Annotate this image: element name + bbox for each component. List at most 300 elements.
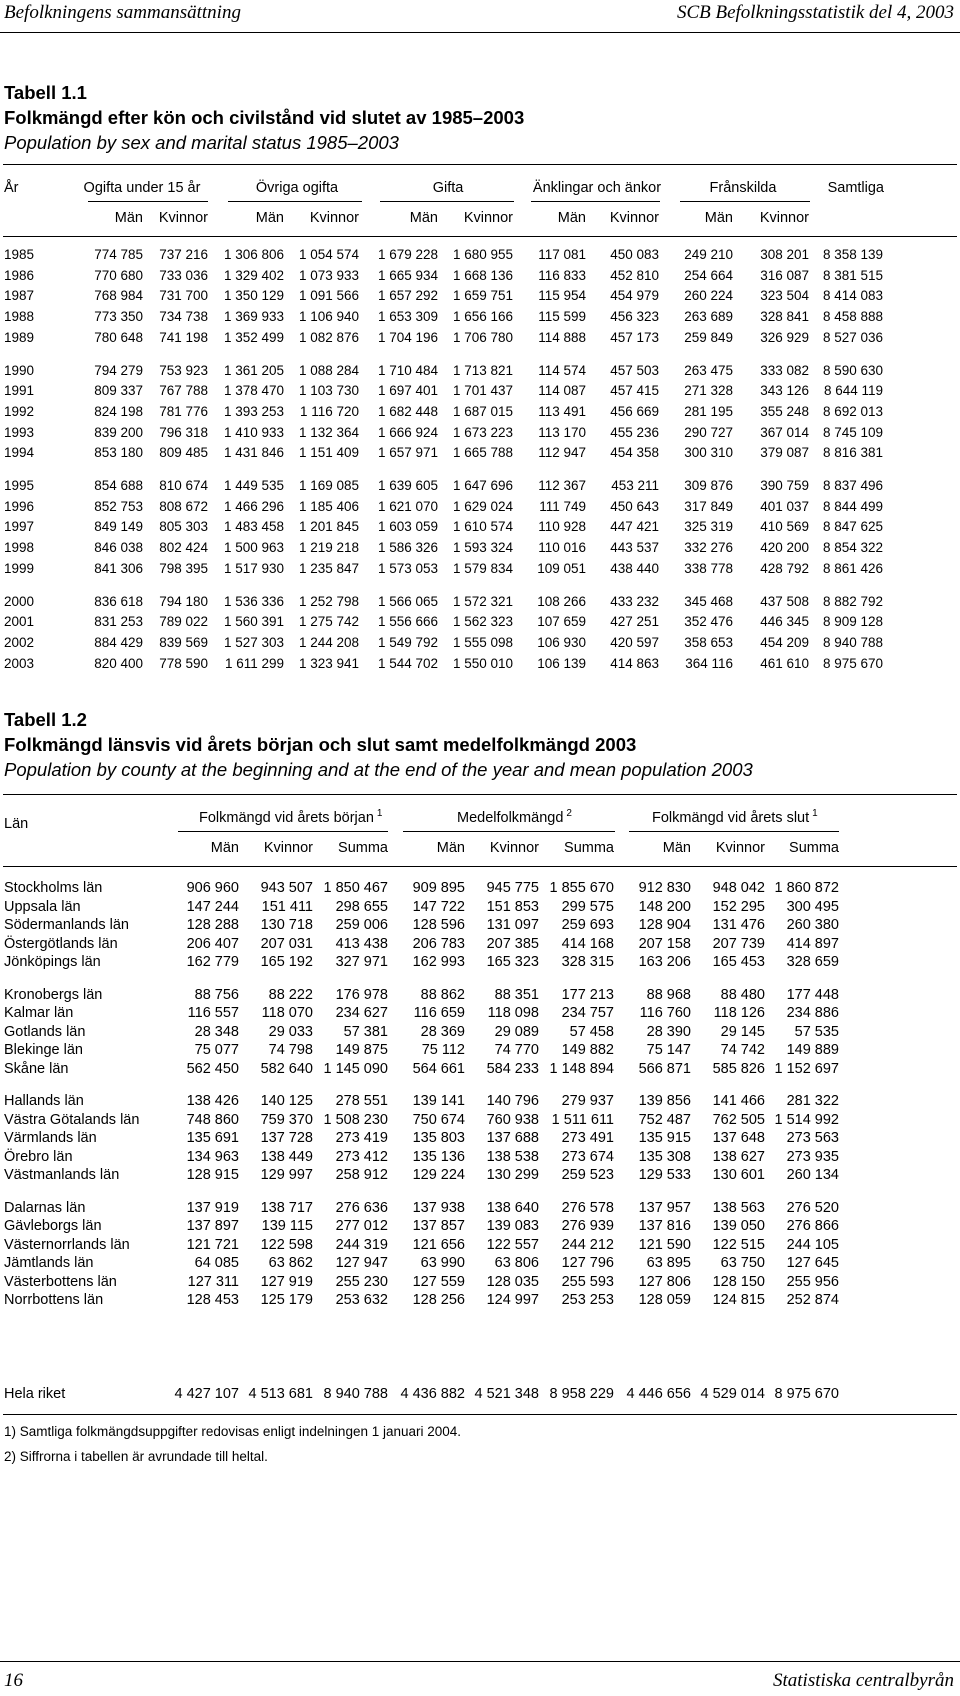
table1-cell: 8 692 013 (822, 403, 883, 419)
table2-cell: 122 515 (712, 1236, 765, 1253)
table1-cell: 1 082 876 (298, 329, 359, 345)
table2-cell: 137 728 (260, 1130, 313, 1146)
table2-cell: 88 222 (268, 986, 313, 1003)
table2-cell: 273 563 (786, 1130, 839, 1146)
table2-cell: 276 520 (786, 1199, 839, 1216)
table1-cell: 8 644 119 (823, 383, 883, 399)
table1-cell: 112 367 (538, 478, 586, 493)
table1-cell: 8 527 036 (822, 329, 883, 345)
table2-col-lan: Län (4, 816, 29, 832)
table1-group-header: Frånskilda (709, 180, 777, 196)
table2-cell: 273 935 (786, 1148, 839, 1165)
table1-cell: 1 593 324 (452, 540, 513, 556)
table2-cell: 138 426 (186, 1093, 239, 1109)
table2-cell: 130 601 (712, 1167, 765, 1183)
table1-cell: 260 224 (684, 288, 733, 304)
table1-cell: 8 847 625 (822, 519, 883, 535)
table2-cell: 28 390 (646, 1023, 691, 1040)
table1-group-header: Gifta (432, 180, 464, 196)
table1-cell: 741 198 (159, 329, 208, 345)
table2-cell: 29 089 (494, 1023, 539, 1040)
table2-cell: 945 775 (486, 880, 539, 896)
table2-cell: 130 299 (486, 1167, 539, 1183)
table2-label: Tabell 1.2 (4, 709, 87, 730)
table1-cell: 457 415 (610, 383, 659, 399)
table1-row-year: 1999 (4, 560, 35, 576)
header-left-text: Befolkningens sammansättning (4, 2, 241, 23)
table2-group-footnote-ref: 1 (812, 808, 818, 819)
table2-cell: 139 083 (486, 1218, 539, 1234)
table2-cell: 127 919 (260, 1273, 313, 1290)
table1-cell: 1 527 303 (223, 634, 284, 650)
table2-cell: 259 693 (561, 917, 614, 933)
table1-cell: 8 844 499 (822, 498, 883, 514)
table2-cell: 124 997 (486, 1292, 539, 1308)
table1-row-year: 1986 (4, 267, 35, 283)
table2-cell: 759 370 (260, 1111, 313, 1128)
table2-cell: 149 889 (786, 1042, 839, 1058)
table2-row-county: Södermanlands län (4, 917, 129, 933)
table2-cell: 122 598 (260, 1236, 313, 1253)
table1-cell: 1 639 605 (377, 478, 438, 493)
table2-cell: 128 915 (186, 1167, 239, 1183)
table2-cell: 127 559 (412, 1273, 465, 1290)
table2-group-underline (178, 831, 388, 832)
table2-cell: 125 179 (260, 1292, 313, 1308)
table1-cell: 345 468 (684, 593, 733, 609)
table1-cell: 1 103 730 (298, 383, 359, 399)
table2-total-cell: 8 940 788 (323, 1386, 388, 1402)
table1-row-year: 1985 (4, 247, 35, 262)
table1-row-year: 1987 (4, 288, 35, 304)
table2-cell: 584 233 (486, 1060, 539, 1077)
table2-cell: 128 256 (412, 1292, 465, 1308)
table2-cell: 121 656 (412, 1236, 465, 1253)
table1-cell: 1 393 253 (223, 403, 284, 419)
table1-cell: 1 466 296 (223, 498, 284, 514)
table1-cell: 110 928 (538, 519, 586, 535)
table2-cell: 752 487 (638, 1111, 691, 1128)
table2-cell: 28 348 (194, 1023, 239, 1040)
table2-cell: 64 085 (194, 1255, 239, 1271)
table1-cell: 824 198 (94, 403, 143, 419)
table1-cell: 846 038 (94, 540, 143, 556)
table1-row-year: 1995 (4, 478, 35, 493)
table2-total-cell: 4 436 882 (400, 1386, 465, 1402)
table2-cell: 276 866 (786, 1218, 839, 1234)
table2-cell: 762 505 (712, 1111, 765, 1128)
table2-cell: 135 308 (638, 1148, 691, 1165)
table1-cell: 1 352 499 (223, 329, 284, 345)
table1-cell: 773 350 (94, 309, 143, 325)
table2-total-label: Hela riket (4, 1386, 66, 1402)
table1-cell: 1 621 070 (377, 498, 438, 514)
table1-row-year: 2000 (4, 593, 35, 609)
table1-cell: 1 673 223 (452, 424, 513, 440)
footer-rule (0, 1661, 960, 1662)
table1-cell: 1 586 326 (377, 540, 438, 556)
table2-cell: 135 136 (412, 1148, 465, 1165)
table2-cell: 207 385 (486, 935, 539, 952)
header-rule (0, 32, 960, 33)
table2-cell: 748 860 (186, 1111, 239, 1128)
table2-cell: 128 288 (186, 917, 239, 933)
table2-bottom-rule (3, 1414, 957, 1415)
table1-cell: 110 016 (538, 540, 586, 556)
table2-cell: 948 042 (712, 880, 765, 896)
table1-cell: 309 876 (684, 478, 733, 493)
table1-cell: 1 517 930 (223, 560, 284, 576)
table2-cell: 162 993 (412, 954, 465, 970)
table1-cell: 1 710 484 (377, 362, 438, 378)
table1-top-rule (3, 164, 957, 165)
table1-cell: 427 251 (610, 614, 659, 630)
table1-row-year: 1996 (4, 498, 35, 514)
table1-cell: 884 429 (94, 634, 143, 650)
table2-cell: 1 152 697 (774, 1060, 839, 1077)
table1-cell: 1 536 336 (223, 593, 284, 609)
table2-row-county: Örebro län (4, 1148, 73, 1165)
table2-subheader: Män (436, 840, 465, 856)
table1-cell: 1 653 309 (377, 309, 438, 325)
table1-cell: 358 653 (684, 634, 733, 650)
table1-row-year: 1988 (4, 309, 35, 325)
table1-row-year: 2001 (4, 614, 35, 630)
table2-cell: 912 830 (638, 880, 691, 896)
table2-cell: 139 141 (412, 1093, 465, 1109)
table1-cell: 1 656 166 (452, 309, 513, 325)
table1-cell: 1 706 780 (452, 329, 513, 345)
table2-cell: 414 897 (786, 935, 839, 952)
table2-row-county: Dalarnas län (4, 1199, 86, 1216)
table1-cell: 1 201 845 (298, 519, 359, 535)
table1-cell: 8 458 888 (822, 309, 883, 325)
table2-row-county: Uppsala län (4, 898, 81, 915)
table1-cell: 263 475 (684, 362, 733, 378)
table2-cell: 300 495 (786, 898, 839, 915)
table1-cell: 8 861 426 (822, 560, 883, 576)
table2-cell: 127 947 (335, 1255, 388, 1271)
table2-group-underline (629, 831, 839, 832)
table2-cell: 276 939 (561, 1218, 614, 1234)
table1-subheader: Män (114, 210, 143, 226)
table2-row-county: Kalmar län (4, 1005, 74, 1021)
table2-cell: 328 315 (561, 954, 614, 970)
table1-cell: 1 713 821 (452, 362, 513, 378)
table2-cell: 1 860 872 (774, 880, 839, 896)
table2-row-county: Kronobergs län (4, 986, 103, 1003)
table1-cell: 778 590 (159, 655, 208, 671)
table2-group-header (652, 808, 818, 826)
table1-cell: 1 185 406 (298, 498, 359, 514)
table1-row-year: 1989 (4, 329, 35, 345)
table1-row-year: 1994 (4, 445, 35, 461)
table1-heading (4, 80, 524, 155)
table1-cell: 1 682 448 (377, 403, 438, 419)
table1-cell: 841 306 (94, 560, 143, 576)
table1-cell: 1 244 208 (298, 634, 359, 650)
table2-cell: 139 115 (261, 1218, 313, 1234)
table1-cell: 308 201 (760, 247, 809, 262)
table1-cell: 281 195 (684, 403, 733, 419)
table1-subheader: Män (255, 210, 284, 226)
table1-cell: 1 106 940 (298, 309, 359, 325)
table2-total-cell: 8 975 670 (774, 1386, 839, 1402)
table2-cell: 138 449 (260, 1148, 313, 1165)
footnote-2: 2) Siffrorna i tabellen är avrundade till heltal. (4, 1449, 268, 1464)
table2-cell: 273 491 (561, 1130, 614, 1146)
table1-cell: 254 664 (684, 267, 733, 283)
table2-subheader: Kvinnor (263, 840, 313, 856)
table2-cell: 260 380 (786, 917, 839, 933)
table1-cell: 117 081 (538, 247, 586, 262)
table2-row-county: Värmlands län (4, 1130, 97, 1146)
table1-cell: 1 701 437 (452, 383, 513, 399)
table1-cell: 1 549 792 (377, 634, 438, 650)
table1-cell: 1 560 391 (223, 614, 284, 630)
table2-group-label: Folkmängd vid årets slut (652, 809, 810, 826)
table2-row-county: Västernorrlands län (4, 1236, 130, 1253)
table1-row-year: 1998 (4, 540, 35, 556)
table2-cell: 137 857 (412, 1218, 465, 1234)
header-right-text: SCB Befolkningsstatistik del 4, 2003 (676, 2, 954, 23)
table2-cell: 130 718 (260, 917, 313, 933)
table1-cell: 820 400 (94, 655, 143, 671)
table1-cell: 456 669 (610, 403, 659, 419)
table2-cell: 134 963 (186, 1148, 239, 1165)
table1-cell: 316 087 (760, 267, 809, 283)
table2-cell: 140 796 (486, 1093, 539, 1109)
table2-cell: 562 450 (186, 1060, 239, 1077)
table2-cell: 128 150 (712, 1273, 765, 1290)
table2-cell: 138 640 (486, 1199, 539, 1216)
table1-cell: 454 358 (610, 445, 659, 461)
table2-cell: 137 648 (712, 1130, 765, 1146)
table1-cell: 1 544 702 (377, 655, 438, 671)
table2-subtitle: Population by county at the beginning and at the end of the year and mean population 2003 (4, 759, 753, 780)
table1-col-year: År (4, 180, 19, 196)
table1-cell: 770 680 (94, 267, 143, 283)
table1-cell: 8 358 139 (822, 247, 883, 262)
table1-cell: 8 975 670 (822, 655, 883, 671)
table1-cell: 1 556 666 (377, 614, 438, 630)
table1-cell: 1 151 409 (298, 445, 359, 461)
table1-group-header: Samtliga (827, 180, 884, 196)
table2-group-label: Medelfolkmängd (457, 809, 564, 826)
table2-cell: 57 381 (343, 1023, 388, 1040)
table1-row-year: 1991 (4, 383, 35, 399)
table2-cell: 276 578 (561, 1199, 614, 1216)
table2-cell: 116 557 (187, 1005, 239, 1021)
table1-cell: 390 759 (760, 478, 809, 493)
table2-row-county: Stockholms län (4, 880, 103, 896)
table2-cell: 273 412 (335, 1148, 388, 1165)
table2-cell: 207 158 (638, 935, 691, 952)
table2-cell: 128 059 (638, 1292, 691, 1308)
table2-cell: 128 035 (486, 1273, 539, 1290)
table2-cell: 147 244 (186, 898, 239, 915)
table1-cell: 111 749 (539, 498, 586, 514)
table2-cell: 88 862 (420, 986, 465, 1003)
table1-cell: 328 841 (760, 309, 809, 325)
table1-cell: 8 745 109 (822, 424, 883, 440)
table2-cell: 909 895 (412, 880, 465, 896)
table2-cell: 273 674 (561, 1148, 614, 1165)
table2-cell: 138 717 (260, 1199, 313, 1216)
table2-group-label: Folkmängd vid årets början (199, 809, 374, 826)
table1-cell: 290 727 (684, 424, 733, 440)
table1-cell: 8 414 083 (822, 288, 883, 304)
table1-cell: 1 647 696 (452, 478, 513, 493)
table2-cell: 585 826 (712, 1060, 765, 1077)
table2-cell: 139 856 (638, 1093, 691, 1109)
table1-cell: 809 485 (159, 445, 208, 461)
table1-cell: 355 248 (760, 403, 809, 419)
table2-cell: 281 322 (786, 1093, 839, 1109)
table2-cell: 129 997 (260, 1167, 313, 1183)
table2-cell: 414 168 (561, 935, 614, 952)
table2-subheader: Summa (789, 840, 839, 856)
table1-cell: 326 929 (760, 329, 809, 345)
table1-cell: 753 923 (159, 362, 208, 378)
page-header (4, 2, 954, 32)
table2-cell: 149 875 (335, 1042, 388, 1058)
table2-cell: 75 147 (646, 1042, 691, 1058)
table2-cell: 140 125 (260, 1093, 313, 1109)
table2-cell: 276 636 (335, 1199, 388, 1216)
table1-cell: 1 679 228 (377, 247, 438, 262)
table2-cell: 259 523 (561, 1167, 614, 1183)
table2-cell: 88 351 (494, 986, 539, 1003)
table1-cell: 108 266 (537, 593, 586, 609)
table2-total-cell: 8 958 229 (549, 1386, 614, 1402)
table2-total-cell: 4 529 014 (700, 1386, 765, 1402)
table1-cell: 107 659 (537, 614, 586, 630)
table2-cell: 1 508 230 (323, 1111, 388, 1128)
table2-row-county: Skåne län (4, 1060, 69, 1077)
table2-total-cell: 4 427 107 (174, 1386, 239, 1402)
table2-heading (4, 707, 753, 782)
table1-cell: 1 054 574 (298, 247, 359, 262)
table2-cell: 129 533 (638, 1167, 691, 1183)
table2-cell: 259 006 (335, 917, 388, 933)
table1-cell: 8 816 381 (822, 445, 883, 461)
table2-cell: 121 590 (638, 1236, 691, 1253)
table2-cell: 750 674 (412, 1111, 465, 1128)
table2-cell: 1 855 670 (549, 880, 614, 896)
table2-cell: 165 192 (260, 954, 313, 970)
table2-cell: 137 897 (186, 1218, 239, 1234)
table1-cell: 1 219 218 (298, 540, 359, 556)
table1-cell: 802 424 (159, 540, 208, 556)
table1-cell: 106 930 (537, 634, 586, 650)
table2-cell: 137 816 (638, 1218, 691, 1234)
table1-cell: 1 629 024 (452, 498, 513, 514)
table1-cell: 325 319 (684, 519, 733, 535)
table2-cell: 148 200 (638, 898, 691, 915)
table2-cell: 135 691 (186, 1130, 239, 1146)
table1-cell: 1 562 323 (452, 614, 513, 630)
table1-group-underline (380, 201, 514, 202)
table2-cell: 149 882 (561, 1042, 614, 1058)
table1-cell: 1 252 798 (298, 593, 359, 609)
table1-cell: 796 318 (159, 424, 208, 440)
table2-cell: 141 466 (712, 1093, 765, 1109)
table2-cell: 29 145 (720, 1023, 765, 1040)
table1-title: Folkmängd efter kön och civilstånd vid slutet av 1985–2003 (4, 107, 525, 128)
table1-cell: 768 984 (94, 288, 143, 304)
table1-cell: 1 169 085 (298, 478, 359, 493)
table1-cell: 455 236 (610, 424, 659, 440)
table1-cell: 113 170 (538, 424, 586, 440)
table1-subheader: Kvinnor (609, 210, 659, 226)
table1-cell: 300 310 (684, 445, 733, 461)
table1-group-header: Övriga ogifta (255, 180, 339, 196)
table1-cell: 461 610 (760, 655, 809, 671)
table1-cell: 831 253 (94, 614, 143, 630)
table1-cell: 1 483 458 (223, 519, 284, 535)
table2-subheader: Kvinnor (489, 840, 539, 856)
table1-cell: 457 173 (610, 329, 659, 345)
table1-cell: 1 132 364 (298, 424, 359, 440)
table2-cell: 177 448 (786, 986, 839, 1003)
table2-cell: 244 319 (335, 1236, 388, 1253)
table2-cell: 258 912 (335, 1167, 388, 1183)
table1-cell: 839 200 (94, 424, 143, 440)
table2-subheader: Män (662, 840, 691, 856)
table2-cell: 75 112 (421, 1042, 465, 1058)
table2-cell: 760 938 (486, 1111, 539, 1128)
table1-cell: 447 421 (610, 519, 659, 535)
table2-cell: 63 806 (494, 1255, 539, 1271)
table1-cell: 450 083 (610, 247, 659, 262)
table2-cell: 138 538 (486, 1148, 539, 1165)
table2-cell: 1 145 090 (323, 1060, 388, 1077)
table2-cell: 128 453 (186, 1292, 239, 1308)
table2-cell: 63 750 (720, 1255, 765, 1271)
table2-cell: 277 012 (335, 1218, 388, 1234)
table1-cell: 456 323 (610, 309, 659, 325)
table2-subheader: Kvinnor (715, 840, 765, 856)
table2-cell: 206 783 (412, 935, 465, 952)
table1-cell: 1 550 010 (452, 655, 513, 671)
table1-cell: 1 668 136 (452, 267, 513, 283)
table2-total-cell: 4 521 348 (474, 1386, 539, 1402)
table2-cell: 207 031 (260, 935, 313, 952)
table2-total-cell: 4 446 656 (626, 1386, 691, 1402)
table2-cell: 118 098 (487, 1005, 539, 1021)
table1-cell: 809 337 (94, 383, 143, 399)
table1-cell: 271 328 (684, 383, 733, 399)
table1-cell: 854 688 (94, 478, 143, 493)
table2-cell: 564 661 (412, 1060, 465, 1077)
table2-cell: 128 904 (638, 917, 691, 933)
table2-cell: 298 655 (335, 898, 388, 915)
table2-cell: 234 627 (335, 1005, 388, 1021)
table2-cell: 135 915 (638, 1130, 691, 1146)
table2-cell: 124 815 (712, 1292, 765, 1308)
table1-cell: 774 785 (94, 247, 143, 262)
table2-subheader: Summa (564, 840, 614, 856)
table2-cell: 255 593 (561, 1273, 614, 1290)
table2-cell: 151 853 (486, 898, 539, 915)
table1-cell: 379 087 (760, 445, 809, 461)
table1-row-year: 2003 (4, 655, 35, 671)
table1-cell: 115 954 (538, 288, 586, 304)
table2-cell: 413 438 (335, 935, 388, 952)
table2-cell: 152 295 (712, 898, 765, 915)
table2-cell: 906 960 (186, 880, 239, 896)
